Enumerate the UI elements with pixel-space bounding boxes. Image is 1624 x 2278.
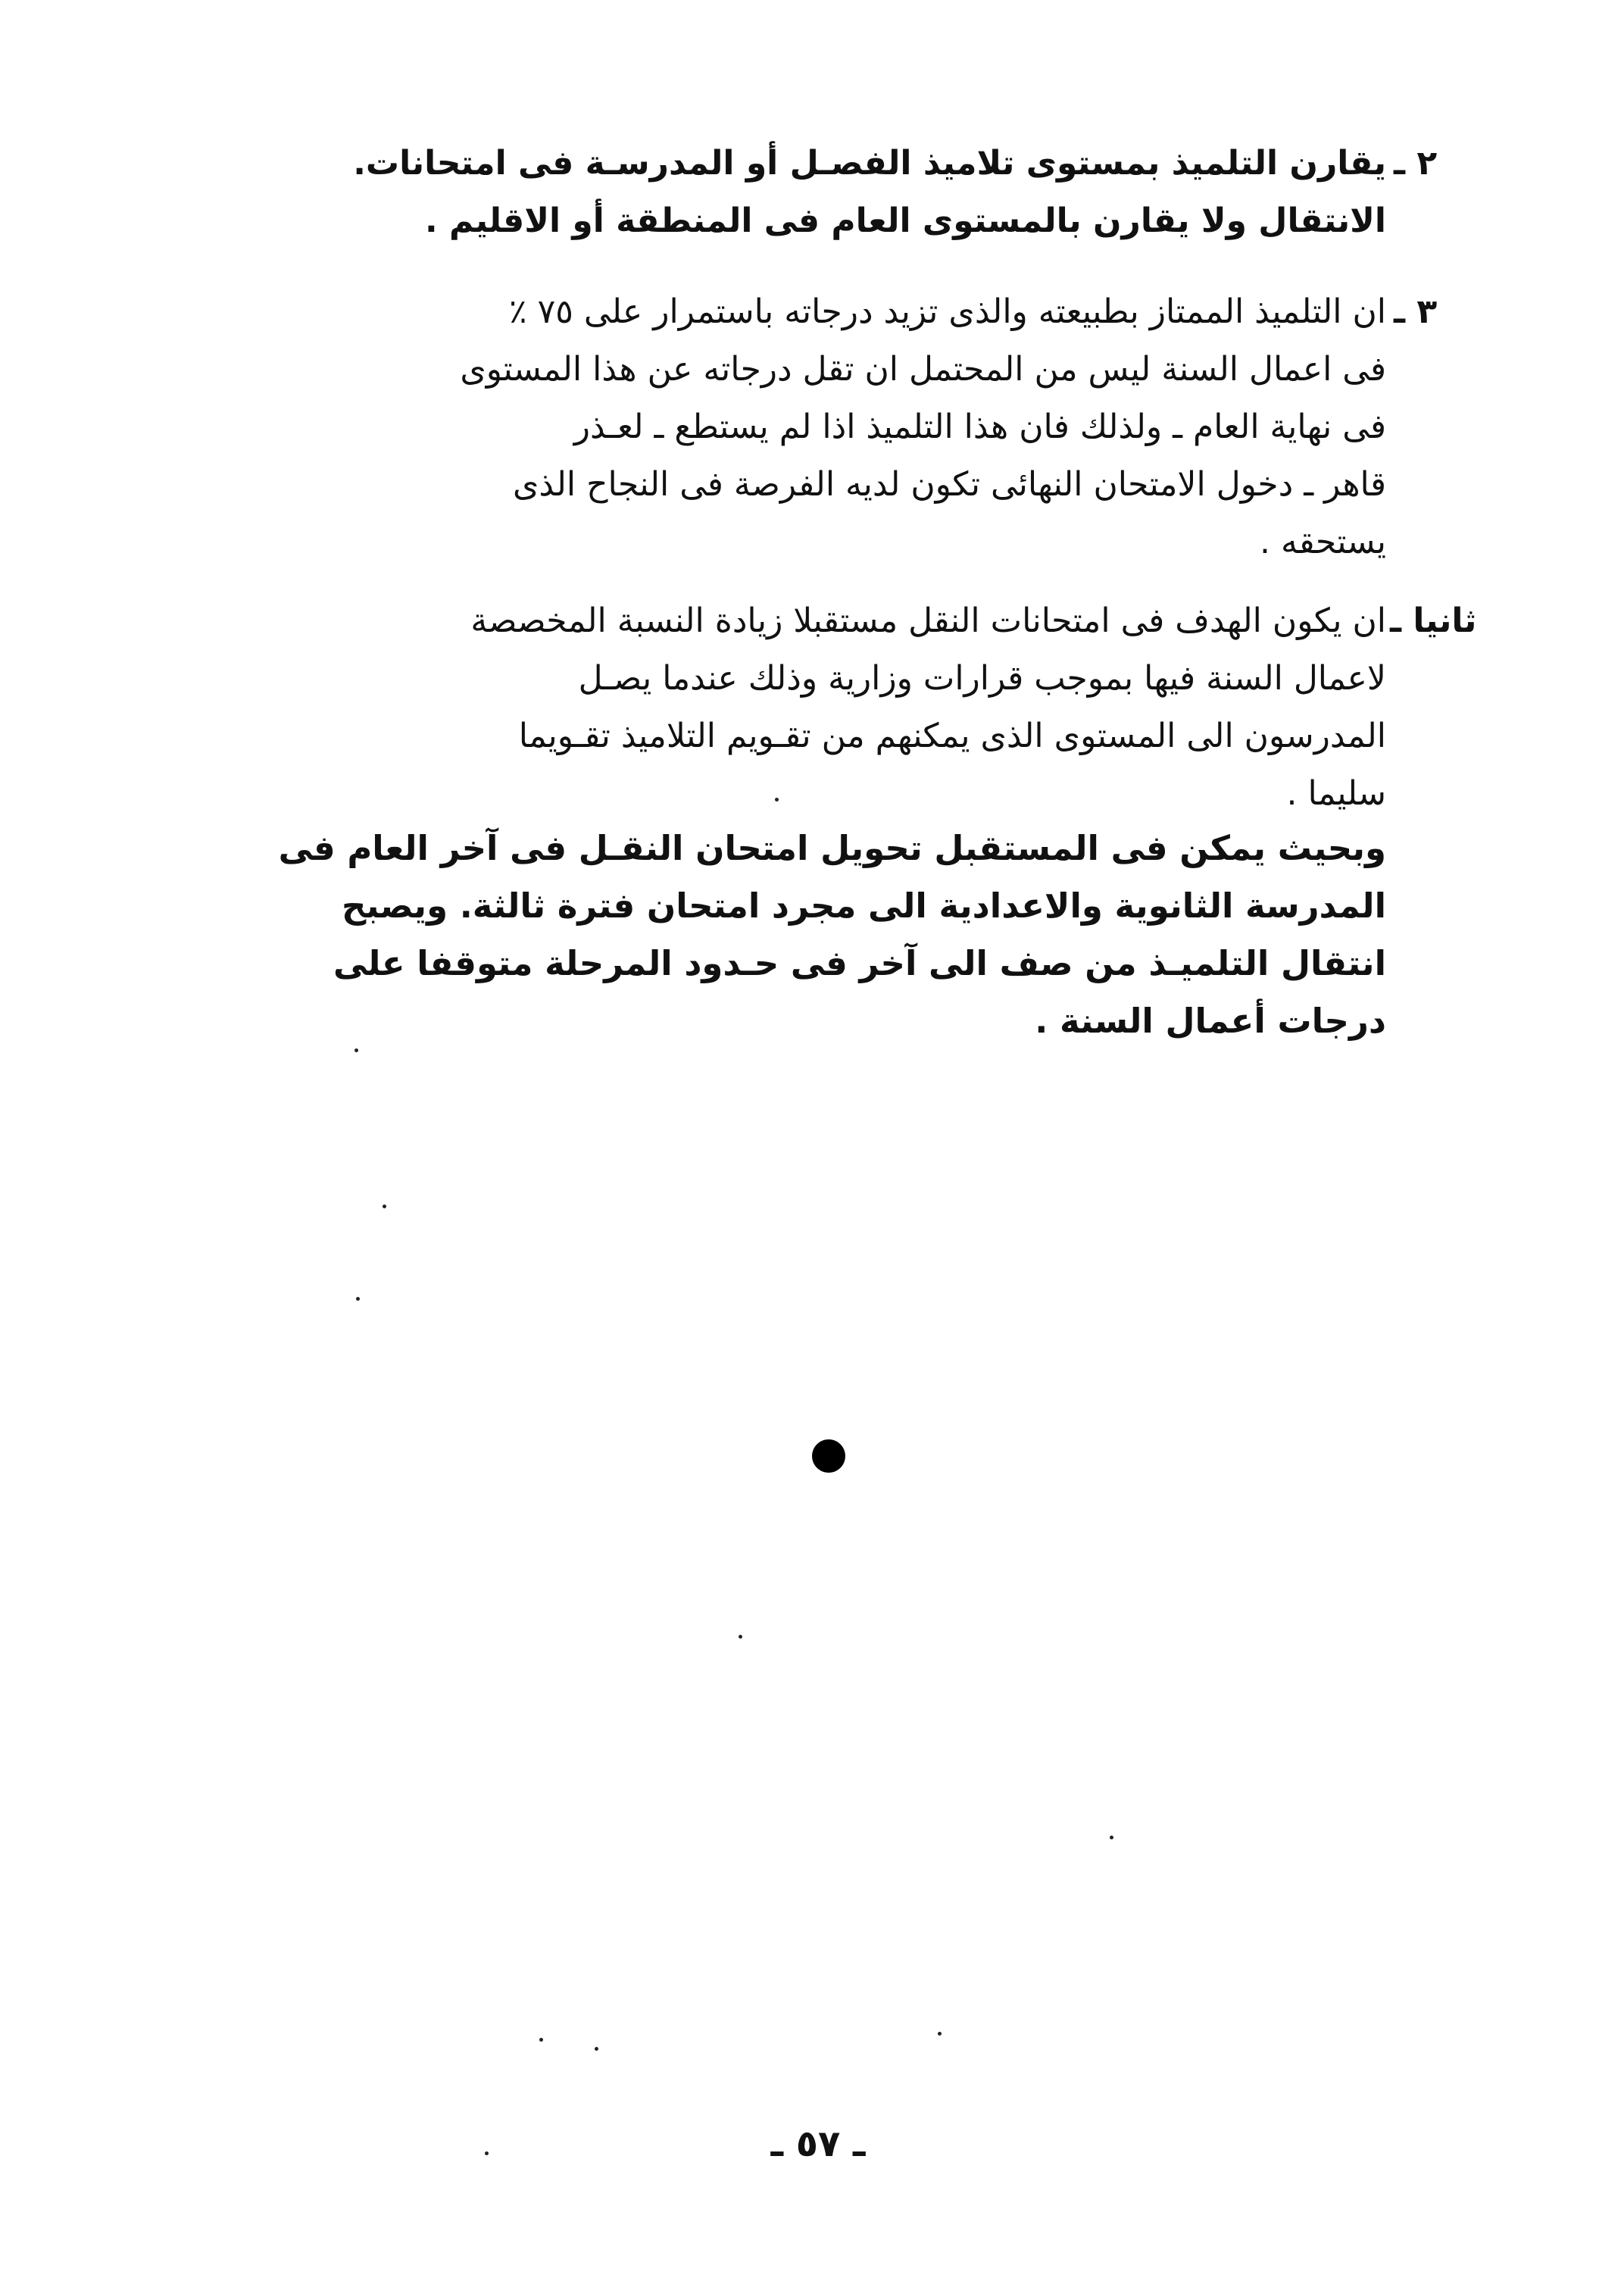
scan-speck	[595, 2047, 598, 2051]
item-2	[311, 135, 1438, 250]
text-line: قاهر ـ دخول الامتحان النهائى تكون لديه الفرصة فى النجاح الذى	[512, 465, 1386, 504]
scan-speck	[1110, 1836, 1113, 1839]
text-line: ان يكون الهدف فى امتحانات النقل مستقبلا زيادة النسبة المخصصة	[470, 602, 1386, 640]
scan-speck	[739, 1635, 742, 1639]
text-line: المدرسة الثانوية والاعدادية الى مجرد امتحان فترة ثالثة. ويصبح	[342, 886, 1386, 926]
text-line: المدرسون الى المستوى الذى يمكنهم من تقـويم التلاميذ تقـويما	[518, 717, 1386, 755]
ink-blot	[812, 1439, 845, 1473]
bold-paragraph	[278, 820, 1386, 1050]
text-line: ان التلميذ الممتاز بطبيعته والذى تزيد درجاته باستمرار على ٧٥ ٪	[508, 292, 1386, 331]
scan-speck	[775, 798, 779, 802]
item-number: ٢ ـ	[1394, 144, 1438, 183]
text-line: درجات أعمال السنة .	[1035, 1001, 1386, 1041]
section-label: ثانيا ـ	[1390, 602, 1477, 640]
text-line: سليما .	[1286, 774, 1386, 813]
text-line: يستحقه .	[1260, 523, 1386, 561]
text-line: يقارن التلميذ بمستوى تلاميذ الفصـل أو المدرسـة فى امتحانات.	[353, 144, 1386, 183]
section-secondly	[311, 592, 1477, 823]
scan-speck	[539, 2038, 543, 2042]
text-line: لاعمال السنة فيها بموجب قرارات وزارية وذلك عندما يصـل	[578, 659, 1386, 698]
text-line: الانتقال ولا يقارن بالمستوى العام فى المنطقة أو الاقليم .	[424, 202, 1386, 240]
text-line: فى اعمال السنة ليس من المحتمل ان تقل درجاته عن هذا المستوى	[460, 350, 1386, 389]
scan-speck	[356, 1297, 360, 1301]
item-3	[311, 283, 1438, 571]
text-line: انتقال التلميـذ من صف الى آخر فى حـدود المرحلة متوقفا على	[333, 943, 1386, 983]
text-line: وبحيث يمكن فى المستقبل تحويل امتحان النقـل فى آخر العام فى	[278, 828, 1386, 868]
scan-speck	[485, 2151, 489, 2155]
item-number: ٣ ـ	[1394, 292, 1438, 331]
text-line: فى نهاية العام ـ ولذلك فان هذا التلميذ اذا لم يستطع ـ لعـذر	[573, 408, 1386, 446]
scan-speck	[383, 1205, 386, 1208]
scan-speck	[354, 1048, 358, 1052]
scan-speck	[938, 2032, 942, 2036]
page-number: ـ ٥٧ ـ	[770, 2123, 866, 2165]
